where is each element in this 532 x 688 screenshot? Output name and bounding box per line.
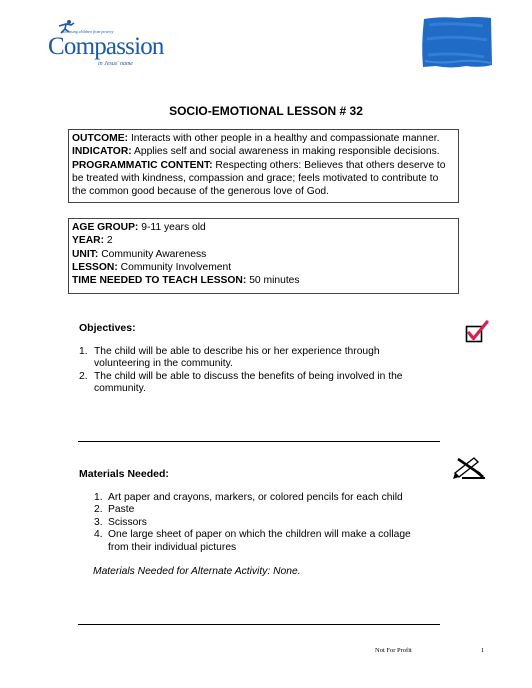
time-label: TIME NEEDED TO TEACH LESSON: bbox=[72, 275, 247, 287]
logo-subline: in Jesus' name bbox=[98, 61, 133, 67]
logo-tagline: Releasing children from poverty bbox=[62, 29, 114, 34]
compassion-logo bbox=[48, 20, 163, 66]
indicator-label: INDICATOR: bbox=[72, 146, 132, 158]
outcome-row bbox=[72, 132, 455, 145]
lesson-row bbox=[72, 261, 455, 274]
year-label: YEAR: bbox=[72, 235, 105, 247]
objectives-list bbox=[79, 346, 419, 396]
item-number: 1. bbox=[94, 492, 103, 503]
list-item bbox=[94, 504, 429, 516]
outcome-text: Interacts with other people in a healthy and compassionate manner. bbox=[130, 133, 440, 144]
page-number: 1 bbox=[481, 647, 485, 654]
item-number: 3. bbox=[94, 516, 103, 528]
logo-wordmark: Compassion bbox=[48, 33, 164, 60]
content-label: PROGRAMMATIC CONTENT: bbox=[72, 159, 213, 171]
item-number: 2. bbox=[94, 504, 103, 516]
year-row bbox=[72, 234, 455, 247]
item-number: 2. bbox=[79, 370, 88, 382]
content-row bbox=[72, 159, 455, 199]
unit-row bbox=[72, 248, 455, 261]
item-text: Art paper and crayons, markers, or colored pencils for each child bbox=[108, 492, 403, 503]
list-item bbox=[94, 492, 429, 504]
item-number: 4. bbox=[94, 529, 103, 541]
indicator-text: Applies self and social awareness in making responsible decisions. bbox=[133, 146, 440, 158]
checkmark-box-icon bbox=[465, 320, 489, 344]
objectives-heading: Objectives: bbox=[79, 322, 136, 334]
time-text: 50 minutes bbox=[249, 275, 300, 287]
list-item bbox=[79, 346, 419, 371]
item-text: Paste bbox=[108, 504, 135, 516]
indicator-row bbox=[72, 145, 455, 158]
item-text: Scissors bbox=[108, 516, 147, 528]
materials-list bbox=[94, 492, 429, 554]
year-text: 2 bbox=[106, 235, 113, 247]
unit-label: UNIT: bbox=[72, 248, 99, 260]
outcome-box bbox=[68, 129, 459, 203]
outcome-label: OUTCOME: bbox=[72, 133, 129, 144]
materials-heading: Materials Needed: bbox=[79, 468, 169, 480]
age-row bbox=[72, 221, 455, 234]
item-text: The child will be able to describe his or her experience through volunteering in the community. bbox=[94, 346, 380, 370]
age-text: 9-11 years old bbox=[141, 222, 206, 233]
footer-text: Not For Profit bbox=[375, 647, 412, 654]
pencil-tools-icon bbox=[452, 454, 486, 480]
list-item bbox=[79, 371, 419, 396]
time-row bbox=[72, 274, 455, 287]
item-text: One large sheet of paper on which the children will make a collage from their individual pictures bbox=[108, 529, 411, 553]
lesson-text: Community Involvement bbox=[120, 261, 232, 273]
item-number: 1. bbox=[79, 346, 88, 357]
lesson-info-box bbox=[68, 218, 459, 294]
lesson-label: LESSON: bbox=[72, 261, 118, 273]
alternate-materials-note: Materials Needed for Alternate Activity: None. bbox=[93, 566, 301, 577]
section-divider bbox=[78, 624, 440, 625]
lesson-title: SOCIO-EMOTIONAL LESSON # 32 bbox=[169, 104, 363, 118]
unit-text: Community Awareness bbox=[101, 248, 207, 260]
blue-brush-graphic bbox=[421, 15, 493, 70]
section-divider bbox=[78, 441, 440, 442]
content-text: Respecting others: Believes that others deserve to be treated with kindness, compassion and grace; feels motivated to contribute to the common good because of the generous love of God. bbox=[72, 159, 446, 198]
list-item bbox=[94, 517, 429, 529]
list-item bbox=[94, 529, 429, 554]
item-text: The child will be able to discuss the benefits of being involved in the community. bbox=[94, 370, 403, 395]
age-label: AGE GROUP: bbox=[72, 222, 139, 233]
